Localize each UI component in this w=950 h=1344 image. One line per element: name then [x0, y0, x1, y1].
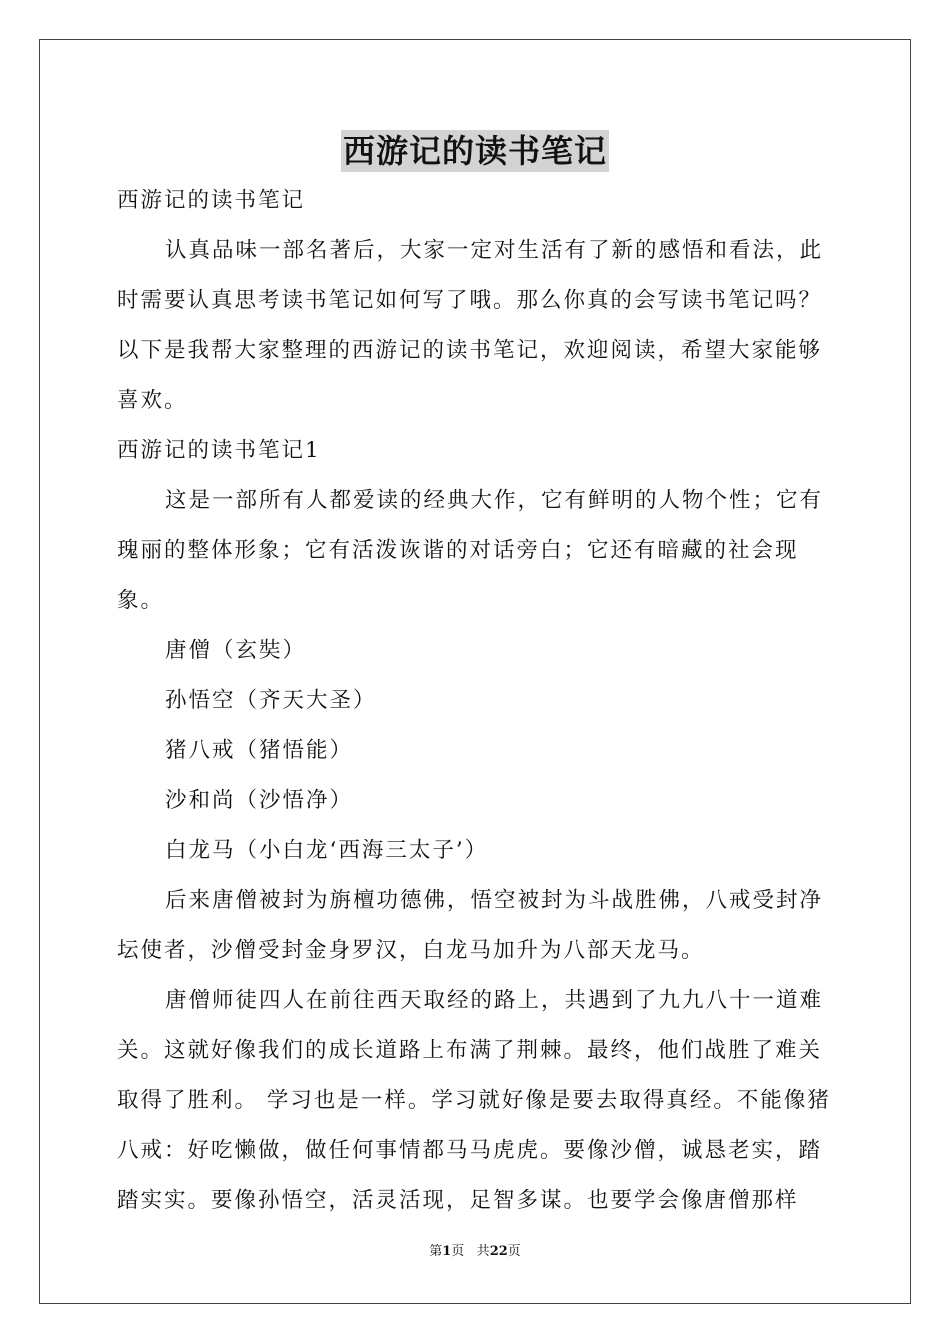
document-title — [0, 128, 950, 174]
body-paragraph: 后来唐僧被封为旃檀功德佛，悟空被封为斗战胜佛，八戒受封净坛使者，沙僧受封金身罗汉，白龙马加升为八部天龙马。 — [117, 888, 824, 963]
body-paragraph: 西游记的读书笔记 — [117, 188, 306, 213]
body-paragraph: 唐僧师徒四人在前往西天取经的路上，共遇到了九九八十一道难关。这就好像我们的成长道路上布满了荆棘。最终，他们战胜了难关取得了胜利。 学习也是一样。学习就好像是要去取得真经。不能像猪八戒：好吃懒做，做任何事情都马马虎虎。要像沙僧，诚恳老实，踏踏实实。要像孙悟空，活灵活现，足智多谋。也要学会像唐僧那样 — [117, 988, 831, 1213]
footer-total-pages: 22 — [489, 1244, 508, 1259]
footer-total-suffix: 页 — [507, 1244, 521, 1259]
body-paragraph: 这是一部所有人都爱读的经典大作，它有鲜明的人物个性；它有瑰丽的整体形象；它有活泼诙谐的对话旁白；它还有暗藏的社会现象。 — [117, 488, 824, 613]
document-title-text: 西游记的读书笔记 — [342, 132, 607, 170]
section-heading: 西游记的读书笔记1 — [117, 438, 321, 463]
character-item: 孙悟空（齐天大圣） — [165, 688, 377, 713]
character-item: 白龙马（小白龙‘西海三太子’） — [165, 838, 489, 863]
footer-total-prefix: 共 — [476, 1244, 490, 1259]
page-footer — [0, 1240, 950, 1259]
footer-page-prefix: 第 — [429, 1244, 443, 1259]
character-item: 猪八戒（猪悟能） — [165, 738, 354, 763]
character-item: 唐僧（玄奘） — [165, 638, 307, 663]
footer-page-suffix: 页 — [451, 1244, 465, 1259]
document-body — [117, 176, 837, 1226]
character-item: 沙和尚（沙悟净） — [165, 788, 354, 813]
body-paragraph: 认真品味一部名著后，大家一定对生活有了新的感悟和看法，此时需要认真思考读书笔记如何写了哦。那么你真的会写读书笔记吗？以下是我帮大家整理的西游记的读书笔记，欢迎阅读，希望大家能够喜欢。 — [117, 238, 824, 413]
footer-page-number: 1 — [442, 1244, 452, 1259]
